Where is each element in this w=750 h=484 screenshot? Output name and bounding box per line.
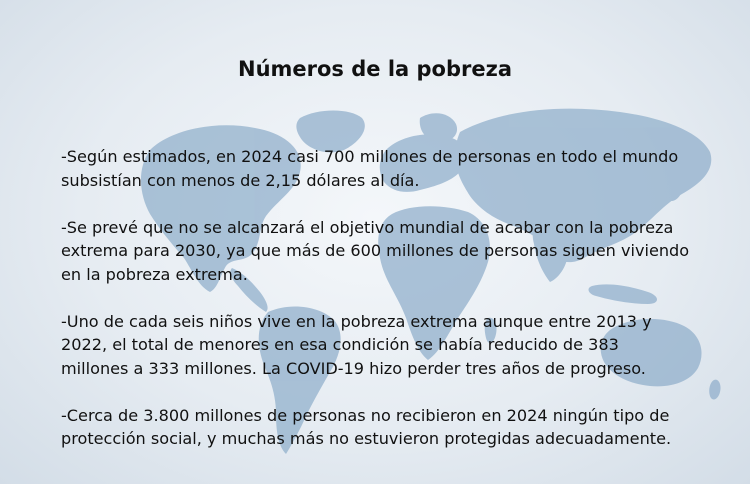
paragraph-ingresos: -Según estimados, en 2024 casi 700 millones de personas en todo el mundo subsistían con menos de 2,15 dólares al día. [61,147,679,190]
paragraph-objetivo-2030: -Se prevé que no se alcanzará el objetivo mundial de acabar con la pobreza extrema para 2030, ya que más de 600 millones de personas siguen viviendo en la pobreza extrema. [61,217,690,284]
paragraph-ninos: -Uno de cada seis niños vive en la pobreza extrema aunque entre 2013 y 2022, el total de menores en esa condición se había reducido de 383 millones a 333 millones. La COVID-19 hizo perder tres años de progreso. [61,311,652,378]
slide-title: Números de la pobreza [238,57,512,81]
slide-body [61,145,721,474]
paragraph-proteccion-social: -Cerca de 3.800 millones de personas no recibieron en 2024 ningún tipo de protección social, y muchas más no estuvieron protegidas adecuadamente. [61,405,672,448]
